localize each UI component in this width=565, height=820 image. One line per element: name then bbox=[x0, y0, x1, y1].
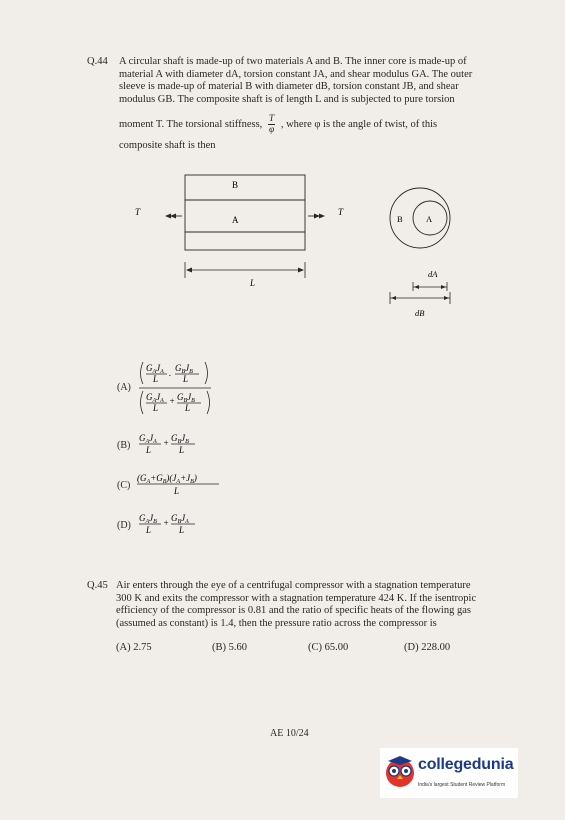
frac-denominator: φ bbox=[268, 125, 275, 135]
q44-line-3: sleeve is made-up of material B with diameter dB, torsion constant JB, and shear bbox=[119, 81, 459, 93]
composite-shaft-figure bbox=[120, 170, 480, 320]
q45-line-4: (assumed as constant) is 1.4, then the pressure ratio across the compressor is bbox=[116, 617, 437, 629]
label-db: dB bbox=[415, 308, 425, 318]
label-t-left: T bbox=[135, 207, 141, 217]
question-number-45: Q.45 bbox=[87, 580, 108, 591]
svg-text:GAJA: $G_AJ_A$ bbox=[146, 363, 164, 375]
option-c-expression bbox=[135, 472, 245, 500]
da-dimension-arrow-icon bbox=[413, 282, 447, 291]
svg-text:GBJB: $G_BJ_B$ bbox=[171, 433, 189, 445]
right-torque-arrow-icon bbox=[308, 214, 325, 219]
owl-mascot-icon bbox=[383, 751, 417, 795]
question-45-text bbox=[116, 580, 500, 630]
svg-text:L: L bbox=[183, 374, 189, 384]
svg-text:L: L bbox=[146, 445, 152, 455]
svg-text:GAJA: $G_AJ_A$ bbox=[139, 433, 157, 445]
label-t-right: T bbox=[338, 207, 344, 217]
svg-text:L: L bbox=[185, 403, 191, 413]
q45-option-c[interactable]: (C) 65.00 bbox=[308, 642, 349, 653]
left-torque-arrow-icon bbox=[165, 214, 182, 219]
q45-option-d[interactable]: (D) 228.00 bbox=[404, 642, 451, 653]
option-d-expression bbox=[137, 512, 227, 540]
svg-text:.: . bbox=[169, 368, 172, 378]
svg-text:L: L bbox=[179, 445, 185, 455]
q45-line-1: Air enters through the eye of a centrifugal compressor with a stagnation temperature bbox=[116, 580, 471, 591]
label-l: L bbox=[250, 278, 256, 288]
length-dimension-arrow-icon bbox=[186, 268, 304, 273]
svg-text:+: + bbox=[169, 396, 176, 406]
svg-text:L: L bbox=[146, 525, 152, 535]
q44-line-6: composite shaft is then bbox=[119, 140, 216, 151]
question-44-text bbox=[119, 56, 496, 106]
svg-text:L: L bbox=[179, 525, 185, 535]
q45-line-3: efficiency of the compressor is 0.81 and the ratio of specific heats of the flowing gas bbox=[116, 605, 471, 617]
outer-sleeve-rect bbox=[185, 175, 305, 250]
option-c-label: (C) bbox=[117, 480, 131, 491]
svg-text:GAJA: $G_AJ_A$ bbox=[146, 392, 164, 404]
q44-stiffness-line bbox=[119, 114, 496, 135]
q44-line-2: material A with diameter dA, torsion constant JA, and shear modulus GA. The outer bbox=[119, 68, 473, 80]
label-da: dA bbox=[428, 269, 438, 279]
q45-option-a[interactable]: (A) 2.75 bbox=[116, 642, 152, 653]
svg-text:+: + bbox=[163, 438, 170, 448]
svg-text:+: + bbox=[163, 518, 170, 528]
label-a: A bbox=[232, 215, 239, 225]
q44-line-5-pre: moment T. The torsional stiffness, bbox=[119, 118, 263, 130]
option-a-label: (A) bbox=[117, 382, 131, 393]
q44-line-4: modulus GB. The composite shaft is of length L and is subjected to pure torsion bbox=[119, 93, 455, 105]
q45-line-2: 300 K and exits the compressor with a stagnation temperature 424 K. If the isentropic bbox=[116, 592, 477, 604]
question-number-44: Q.44 bbox=[87, 56, 108, 67]
circle-label-a: A bbox=[426, 214, 433, 224]
svg-text:L: L bbox=[153, 403, 159, 413]
svg-text:L: L bbox=[174, 486, 180, 496]
db-dimension-arrow-icon bbox=[390, 292, 450, 304]
option-b-label: (B) bbox=[117, 440, 131, 451]
svg-text:(GA+GB)(JA+JB): $(G_A+G_B)(J_A+J_B)$ bbox=[137, 473, 197, 485]
option-d-label: (D) bbox=[117, 520, 131, 531]
frac-numerator: T bbox=[268, 114, 275, 124]
t-over-phi-fraction bbox=[268, 114, 275, 135]
svg-text:GBJB: $G_BJ_B$ bbox=[175, 363, 193, 375]
svg-text:GBJA: $G_BJ_A$ bbox=[171, 513, 189, 525]
page-number: AE 10/24 bbox=[270, 728, 309, 739]
brand-name: collegedunia bbox=[418, 756, 514, 773]
label-b: B bbox=[232, 180, 239, 190]
option-a-expression bbox=[137, 360, 247, 418]
q44-line-1: A circular shaft is made-up of two materials A and B. The inner core is made-up of bbox=[119, 56, 467, 67]
svg-text:GAJB: $G_AJ_B$ bbox=[139, 513, 157, 525]
svg-text:L: L bbox=[153, 374, 159, 384]
brand-tagline: India's largest Student Review Platform bbox=[418, 782, 506, 788]
option-b-expression bbox=[137, 432, 227, 460]
circle-label-b: B bbox=[397, 214, 403, 224]
q45-option-b[interactable]: (B) 5.60 bbox=[212, 642, 247, 653]
collegedunia-logo bbox=[380, 748, 518, 798]
svg-text:GBJB: $G_BJ_B$ bbox=[177, 392, 195, 404]
q44-line-5-post: , where φ is the angle of twist, of this bbox=[280, 118, 438, 130]
